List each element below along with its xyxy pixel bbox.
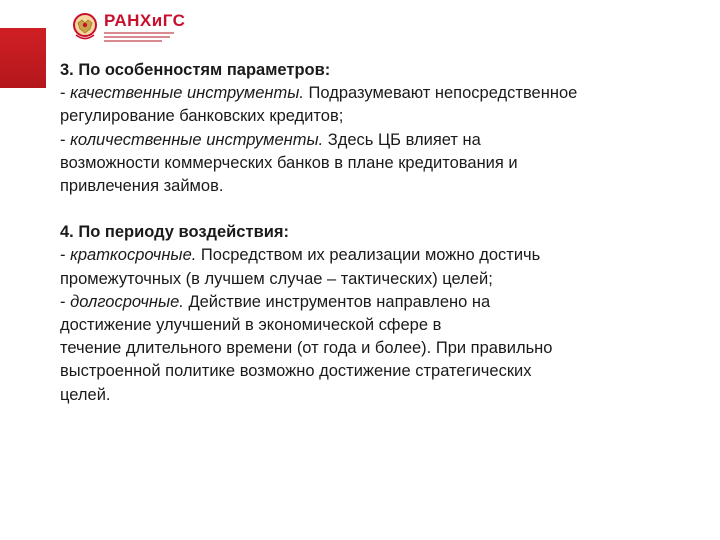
item-term: долгосрочные. (70, 292, 184, 311)
item-continuation: регулирование банковских кредитов; (60, 107, 344, 126)
item-continuation: целей. (60, 385, 111, 404)
list-item (60, 129, 700, 152)
item-prefix: - (60, 292, 71, 311)
eagle-emblem-icon (72, 11, 98, 43)
logo-subtitle-lines (104, 32, 185, 42)
item-text: Посредством их реализации можно достичь (196, 246, 541, 265)
item-continuation: промежуточных (в лучшем случае – тактических) целей; (60, 269, 493, 288)
section-parameters (60, 59, 700, 198)
list-item (60, 291, 700, 314)
item-prefix: - (60, 246, 71, 265)
item-prefix: - (60, 130, 71, 149)
item-continuation: привлечения займов. (60, 177, 224, 196)
item-text: Действие инструментов направлено на (183, 292, 491, 311)
item-continuation: выстроенной политике возможно достижение стратегических (60, 362, 532, 381)
item-term: краткосрочные. (70, 246, 197, 265)
item-text: Здесь ЦБ влияет на (323, 130, 481, 149)
item-continuation: достижение улучшений в экономической сфере в (60, 316, 442, 335)
slide-content (60, 59, 700, 407)
decorative-red-bar (0, 28, 46, 88)
item-term: качественные инструменты. (70, 84, 304, 103)
item-continuation: течение длительного времени (от года и более). При правильно (60, 339, 553, 358)
section-heading: 3. По особенностям параметров: (60, 61, 331, 79)
item-text: Подразумевают непосредственное (303, 84, 578, 103)
item-continuation: возможности коммерческих банков в плане кредитования и (60, 153, 518, 172)
section-heading: 4. По периоду воздействия: (60, 223, 289, 242)
logo (72, 8, 185, 46)
item-prefix: - (60, 84, 71, 103)
list-item (60, 244, 700, 267)
list-item (60, 82, 700, 105)
item-term: количественные инструменты. (70, 130, 324, 149)
logo-name: РАНХиГС (104, 11, 186, 30)
section-period (60, 221, 700, 407)
